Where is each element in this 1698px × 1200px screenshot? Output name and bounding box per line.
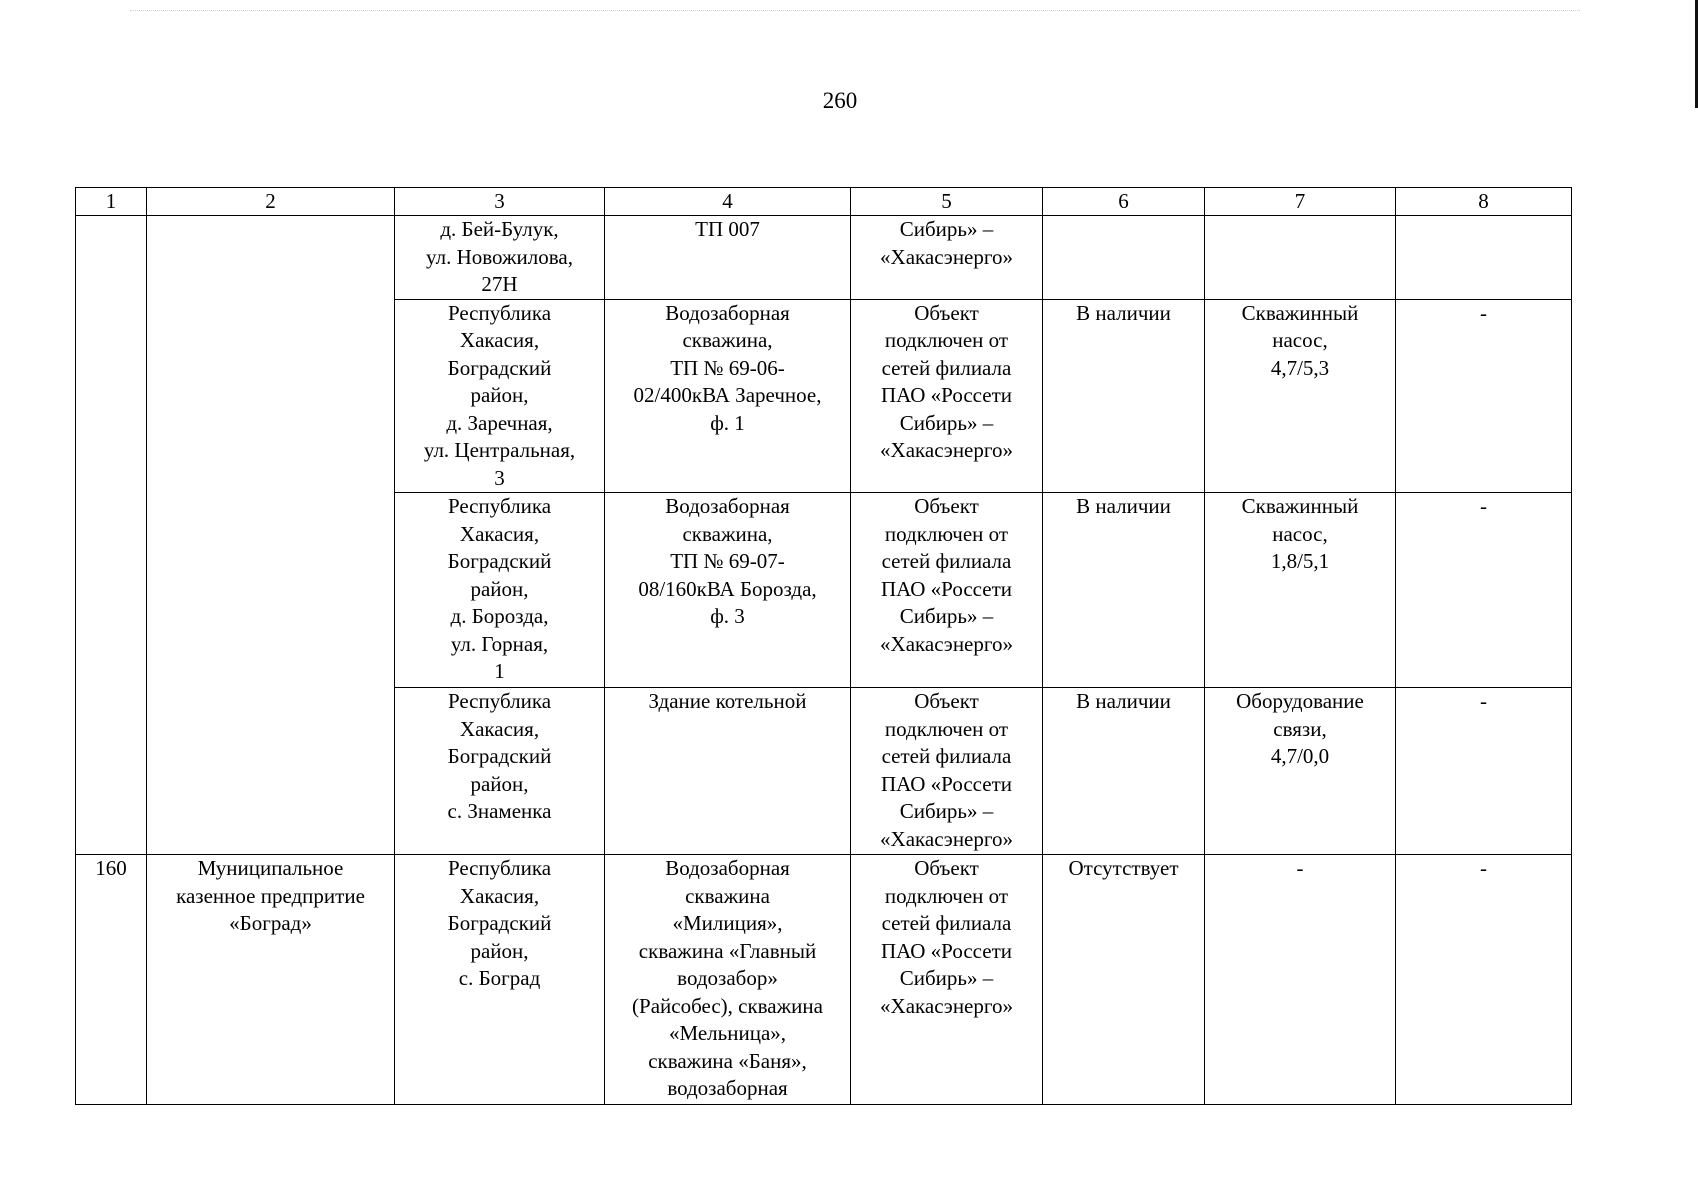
cell-text: Скважинный насос, 4,7/5,3 [1241,300,1359,380]
column-header: 2 [147,188,395,216]
cell-text: Отсутствует [1068,856,1179,880]
cell-text: - [1480,856,1487,880]
cell-text: Водозаборная скважина, ТП № 69-07- 08/160кВА Борозда, ф. 3 [638,494,817,628]
row-number-cell [76,855,147,1105]
cell-text: Республика Хакасия, Боградский район, д. Заречная, ул. Центральная, 3 [423,300,576,490]
page-number: 260 [822,88,858,113]
address-cell [395,299,605,493]
note-cell [1396,855,1572,1105]
scan-artifact-line [130,10,1580,11]
table-header-row [76,188,1572,216]
cell-text: Объект подключен от сетей филиала ПАО «Россети Сибирь» – «Хакасэнерго» [880,689,1013,851]
column-header: 6 [1043,188,1205,216]
cell-text: Водозаборная скважина, ТП № 69-06- 02/400кВА Заречное, ф. 1 [633,300,822,435]
organization-cell [147,216,395,855]
availability-cell [1043,493,1205,688]
column-header: 4 [605,188,851,216]
address-cell [395,493,605,688]
cell-text: - [1296,856,1304,880]
cell-text: Объект подключен от сетей филиала ПАО «Россети Сибирь» – «Хакасэнерго» [880,494,1013,656]
row-number-cell [76,216,147,855]
equipment-cell [1205,299,1396,493]
note-cell [1396,688,1572,855]
note-cell [1396,493,1572,688]
address-cell [395,688,605,855]
equipment-cell [1205,216,1396,300]
address-cell [395,855,605,1105]
column-header: 1 [76,188,147,216]
cell-text: Здание котельной [648,689,807,713]
cell-text: В наличии [1076,689,1171,713]
cell-text: Муниципальное казенное предпритие «Боград» [176,856,365,935]
connection-cell [851,299,1043,493]
availability-cell [1043,855,1205,1105]
note-cell [1396,299,1572,493]
cell-text: - [1480,494,1487,518]
cell-text: д. Бей-Булук, ул. Новожилова, 27Н [426,217,573,296]
cell-text: ТП 007 [695,217,760,241]
cell-text: Республика Хакасия, Боградский район, д. Борозда, ул. Горная, 1 [447,494,552,683]
table-row [76,216,1572,300]
object-cell [605,493,851,688]
object-cell [605,299,851,493]
object-cell [605,688,851,855]
address-cell [395,216,605,300]
column-header: 5 [851,188,1043,216]
equipment-cell [1205,688,1396,855]
cell-text: Объект подключен от сетей филиала ПАО «Россети Сибирь» – «Хакасэнерго» [880,300,1013,462]
cell-text: Республика Хакасия, Боградский район, с. Боград [447,856,552,990]
cell-text: Республика Хакасия, Боградский район, с. Знаменка [447,689,552,823]
object-cell [605,855,851,1105]
note-cell [1396,216,1572,300]
cell-text: Оборудование связи, 4,7/0,0 [1236,689,1364,768]
cell-text: В наличии [1076,494,1171,518]
cell-text: Объект подключен от сетей филиала ПАО «Россети Сибирь» – «Хакасэнерго» [880,856,1013,1018]
connection-cell [851,688,1043,855]
cell-text: - [1480,300,1487,325]
availability-cell [1043,216,1205,300]
object-cell [605,216,851,300]
availability-cell [1043,299,1205,493]
cell-text: 160 [95,856,127,880]
column-header: 3 [395,188,605,216]
cell-text: - [1480,689,1487,713]
availability-cell [1043,688,1205,855]
table-row [76,855,1572,1105]
cell-text: В наличии [1076,300,1171,325]
connection-cell [851,855,1043,1105]
equipment-cell [1205,493,1396,688]
organization-cell [147,855,395,1105]
equipment-cell [1205,855,1396,1105]
connection-cell [851,493,1043,688]
column-header: 7 [1205,188,1396,216]
cell-text: Скважинный насос, 1,8/5,1 [1241,494,1359,573]
connection-cell [851,216,1043,300]
data-table [75,187,1572,1105]
column-header: 8 [1396,188,1572,216]
cell-text: Сибирь» – «Хакасэнерго» [880,217,1013,269]
cell-text: Водозаборная скважина «Милиция», скважина «Главный водозабор» (Райсобес), скважина «Мельница», скважина «Баня», водозаборная [632,856,823,1100]
